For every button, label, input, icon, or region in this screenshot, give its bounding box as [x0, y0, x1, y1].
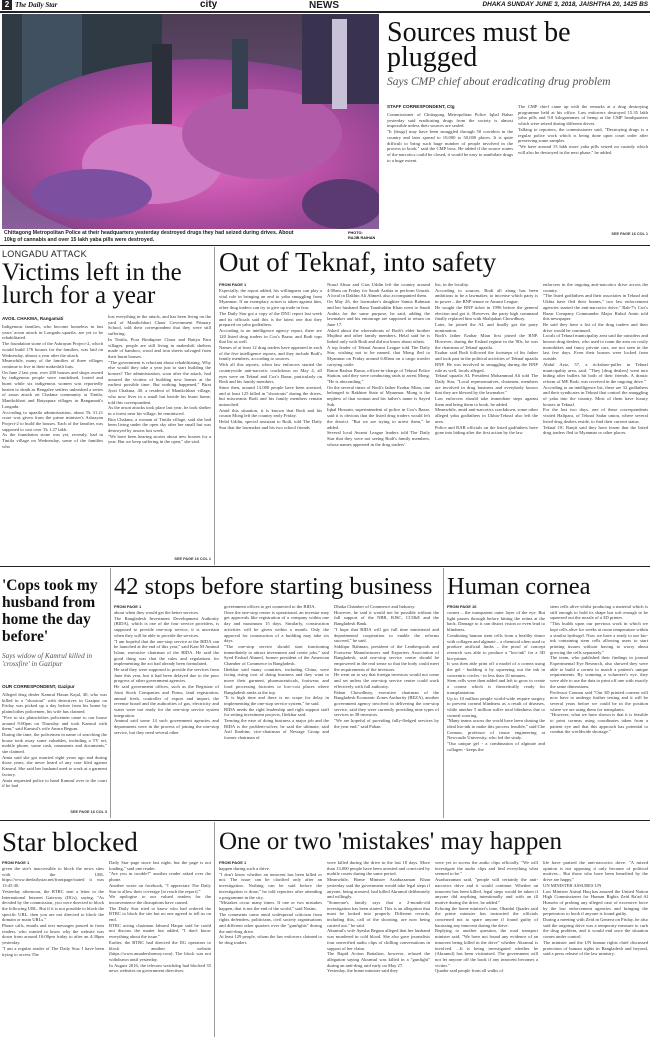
vrule-3: [443, 568, 444, 818]
cornea-col-2: stem cells alive whilst producing a material which is stiff enough to hold its shape but soft enough to be squeezed out the nozzle of a 3D printer. "This builds upon our previous work in which we kept cells alive for weeks at room temperature within a similar hydrogel. Now we have a ready to use bio-ink containing stem cells allowing users to start printing tissues without having to worry about growing the cells separately." The team, who published their findings in journal Experimental Eye Research, also showed they were able to build a cornea to match a patient's unique requirements. By scanning a volunteer's eye, they were able to use the data to print off one with exactly the same dimensions. Professor Connon said "Our 3D printed corneas will now have to undergo further testing and it will be several years before we could be in the position where we are using them for transplants. "However, what we have shown is that it is feasible to print corneas using coordinates taken from a patient eye and that this approach has potential to combat the worldwide shortage.": [550, 604, 648, 735]
mistakes-col-3: were yet to access the audio clips officially. "We will investigate the audio clips and find everything what seemed to be." Asaduzzaman said, "people will certainly the anti-narcotics drive and it would continue. Whether an innocent has been killed, legal steps would be taken if anyone did anything intentionally and with an ill motive during the drive, he added." Echoing the home minister's tone, Obaidul Quader said the prime minister has instructed the officials concerned not to spare anyone if found guilty of harassing any innocent during the drive. Replying to another question, the road transport minister said, "We have not found any evidence of an innocent being killed in the drive" whether Akramul is involved. ...It is being investigated whether he (Akramul) has been victimised. The government will not let anyone off the hook if any innocent becomes a victim." Quader said people from all walks of: [435, 860, 538, 974]
section-city: city: [200, 0, 218, 10]
photo-caption: Chittagong Metropolitan Police at their headquarters yesterday destroyed drugs they had seized during drives. About 10kg of cannabis and over 15 lakh yaba pills were destroyed.: [4, 230, 294, 243]
sources-continued: SEE PAGE 16 COL 1: [611, 232, 648, 236]
startups-col-1: about when they would get the better services. The Bangladesh Investment Development Authority (BIDA), which is one of the four service providers, is supposed to provide one-stop service, it is uncertain when they will be able to provide the services. "I am hopeful that the one-stop service at the BIDA can be launched at the end of this year," said Kazi M Aminul Islam, executive chairman of the BIDA. He said the good thing was that the rules and regulations for implementing the act had already been formulated. He said they were supposed to provide the services from June this year, but it had been delayed due to the poor progress of other government agencies. He said government offices, such as the Registrar of Joint Stock Companies and Firms, land registration, annual fresh, controller of export and import, the revenue board and the authorities of gas, electricity and water were not ready for the one-stop service system integration. Aminul said some 14 such government agencies and departments were in the process of joining the one-stop service, but they need several other: [114, 610, 219, 735]
cops-col-1: Alleged drug dealer Kamrul Hasan Kajal, 40, who was killed in a "shootout" with detectives in Gazipur on Friday was picked up a day before from his home by plainclothes policemen, his wife has claimed. "Five to six plainclothes policemen came to our house around 9:00pm on Thursday and took Kamrul with them," said Kamrul's wife Amrra Begum. During the time, the policemen in name of searching the house took away some valuables, including a TV set, mobile phone, some cash, ornaments and documents," she claimed. Amia said she got married eight years ago and during those years, she never heard of any case filed against Kamrul. She said her husband used to work at a garment factory. Amia requested police to hand Kamrul over to the court if he had: [2, 692, 107, 789]
cops-byline: OUR CORRESPONDENT, Gazipur: [2, 684, 75, 689]
startups-col-3: Dhaka Chamber of Commerce and Industry. However, he said it would not be possible without the full support of the NBR, RJSC, CCI&E and the Bangladesh Bank. "I hope that BIDA will get full time ministerial and departmental cooperation to enable the reforms succeed," he said. Siddiqur Rahman, president of the Leathergoods and Footwear Manufacturers and Exporters Association of Bangladesh, said one-stop service centre should be empowered in the real sense so that the body could meet the requirements of the investors. He went on to say that foreign investors would not come and set unless the one-stop service centre could work effectively with full authority. Paban Chowdhury, executive chairman of the Bangladesh Economic Zones Authority (BEZA), another government agency involved in delivering the one-stop service, said they were currently providing nine types of services in 38 investors. "We are hopeful of providing fully-fledged services by the year end," said Paban.: [334, 604, 439, 729]
longadu-headline: Victims left in the lurch for a year: [2, 259, 182, 309]
vrule-4: [214, 822, 215, 1037]
sources-deck: Says CMP chief about eradicating drug problem: [387, 76, 611, 88]
rule-3: [0, 820, 650, 821]
mistakes-from-page: FROM PAGE 1: [219, 860, 247, 865]
teknaf-col-3: list, in the locality. According to sources, Bodi all along has been ambitious to be a lawmaker, to increase which party is in power – the BNP tenure or Awami League. He sought the BNP ticket in 1996 before the general election and got it. However, the party high command finally replaced him with Shahjahan Chowdhury. Later, he joined the AL and finally got the party nomination. Bodi's father Ezahar Mian first joined the BNP. However, during the Ershad regime in the '80s, he was the chairman of Teknaf upazila. Ezahar said Bodi followed the footsteps of his father and took part in the political activities of Teknaf upazila BNP. He was involved in smuggling during the BNP rule as well, locals alleged. Teknaf upazila AL President Mohammad Ali told The Daily Star, "Local representatives, chairmen, members are involved in drug business and everybody knows that they are blessed by the lawmaker." Law enforcers should take immediate steps against them and bring them to book, he added. Meanwhile, amid anti-narcotics crackdown, some other alleged yaba godfathers in Ukhia-Teknaf also left the area. Police and RAB officials on the listed godfathers have gone into hiding after the first action by the law: [435, 282, 538, 436]
sources-col-1: Commissioner of Chittagong Metropolitan Police Iqbal Bahar yesterday said eradicating drugs from the society is almost impossible unless their sources are sealed. "It [drugs] may have been smuggled through 50 corridors in the country and later spread to 10,000 to 50,000 places. It is quite difficult to bring such huge number of people involved in the process to book," said the CMP boss. He added if the source routes of the narcotics could be closed, it would be easy to annihilate drugs to a huge extent.: [387, 112, 513, 163]
cornea-headline: Human cornea: [447, 573, 591, 600]
teknaf-col-4: enforcers in the ongoing anti-narcotics drive across the country. "The listed godfathers and their associates in Teknaf and Ukhia have fled their homes," two law enforcement agencies started the anti-narcotics drive," Rab-7's Cox's Bazar Company Commander Major Ruhul Amin told this newspaper. Be said they have a list of the drug traders and their drive would be continued. Locals of Teknaf municipality area said the outsiders and known drug dealers, who used to roam the area on costly motorbikes and fancy private cars, are not seen in the last few days. Even their houses were locked from outside. Abdul Aziz, 57, a rickshaw-puller in Teknaf municipality area, said, "They [drug dealers] went into hiding after bullets hit both of their friends. A drastic reform of ME Bodi, was received in the ongoing drive." According to an intelligence list, there are 32 godfathers and their syndicates in Teknaf that control the smuggling of yaba into the country. Most of them have luxury houses in Teknaf. For the last two days, one of these correspondents visited Halipara, of Teknaf Sadar union, where several listed drug dealers reside, to find their current status. Teknaf OC Ranjit said they have learnt that the listed drug traders fled to Myanmar or other places.: [543, 282, 648, 436]
cops-deck: Says widow of Kamrul killed in 'crossfire' in Gazipur: [2, 652, 93, 669]
sources-headline: Sources must be plugged: [387, 17, 571, 73]
drug-destruction-photo: [2, 14, 379, 229]
longadu-byline: AVOIL CHAKMA, Rangamati: [2, 316, 64, 321]
masthead: [0, 0, 650, 10]
vrule-2: [110, 568, 111, 818]
mistakes-col-4: life have praised the anti-narcotics drive. "A mixed opinion is not opposing it only because of political motives... But those who have been benefited by the drive are happy." UN MINISTER ASSURES UN Law Minister Anisul Huq has assured the United Nation High Commissioner for Human Rights Zeid Ra'ad Al Hussein of probing any alleged case of excessive force by the law enforcement agencies and bringing the perpetrators to book if anyone is found guilty. During a meeting with Zeid in Geneva on Friday, he also said the ongoing drive was a temporary measure to curb the drug problem, and it would end once the situation comes under control. The minister and the UN human rights chief discussed protection of human rights in Bangladesh and beyond, said a press release of the law ministry.: [543, 860, 648, 957]
rule-2: [0, 566, 650, 567]
paper-name: The Daily Star: [15, 1, 58, 9]
longadu-col-2: lost everything in the attack, and has been living on the yard of Manikchhari Chaor Government Primary School, told their correspondent that they were still suffering. In Tintila, Pora Bindupore Chaor and Battya Para villages, people are still living in makeshift shelters made of bamboo, wood and iron sheets salvaged from their burnt houses. "The government is reluctant about rehabilitating. Why else would they take a year just to start building the houses? The administration, soon after the attack, had assured the victims of building new homes at the earliest possible time. But nothing happened," Birat Jyoti Chakma, 40, a resident of Manikchhari village, who now lives in a small hut beside his burnt home, told this correspondent. As the arson attacks took place last year, he took shelter in a forest near his village, he reminisced. Rita Chakma, a woman of Tintila village, said she had been living under the open sky after her small hut was destroyed by arsons last week. "We have been hearing stories about new houses for a year. But we keep suffering in the open," she said.: [108, 314, 211, 445]
sources-col-2: The CMP chief came up with the remarks at a drug destroying programme held at his office. Law enforcers destroyed 15.35 lakh yaba pills and 9.8 kilogrammes of hemp at the CMP headquarters which were seized during different drives. Talking to reporters, the commissioner said, "Destroying drugs is a regular police work which is being done upon court order after preserving some samples. "We have around 15 lakh more yaba pills seized on custody which will also be destroyed in the next phase," he added.: [518, 104, 648, 155]
star-col-1: given the site's inaccessible to block the news sites with the URL https://www.thedailystar.net/frontpage/stated it was 13:45:30. Yesterday afternoon, the BTRC sent a letter to the International Internet Gateway (IIGs), saying, "As decided by the commission, you were directed to block the following URL. But if it is not possible to block the specific URL, then you are not directed to block the domain or main URLs." Phone calls, emails and text messages poured in from readers, who wanted to know why the website was down from around 10:00pm friday to after an 4:30pm yesterday. "I am a regular reader of The Daily Star. I have been trying to access The: [2, 866, 104, 957]
cornea-from-page: FROM PAGE 16: [447, 604, 477, 609]
section-news: NEWS: [309, 0, 339, 11]
cornea-col-1: cornea – the transparent outer layer of the eye. But light passes through before hitting the retina at the back. Damage to it can distort vision or even lead to blindness. Combining human stem cells from a healthy donor with collagen and alginate – a chemical often used to produce artificial limbs – the proof of concept research was able to produce a "bio-ink" for a 3D bio-printer. It was then able print off a model of a cornea using the gel - building it by squeezing out the ink in concentric circles - in less than 10 minutes. Stem cells were then added and left to grow to create a cornea which is theoretically ready for transplantation. Up to 10 million people world-wide require surgery to prevent corneal blindness as a result of diseases, while another 5 million suffer total blindness due to corneal scarring. "Many teams across the world have been chasing the ideal bio-ink to make this process feasible," said Che Connon, professor of tissue engineering at Newcastle University, who led the study. "Our unique gel - a combination of alginate and collagen - keeps the: [447, 610, 545, 752]
mistakes-headline: One or two 'mistakes' may happen: [219, 828, 562, 855]
sources-byline: STAFF CORRESPONDENT, Ctg: [387, 104, 455, 109]
cops-continued: SEE PAGE 16 COL 3: [70, 810, 107, 814]
mistakes-col-2: were killed during the drive in the last 18 days. More than 13,000 people have been arrested and convicted by mobile courts during the same period. Meanwhile, Home Minister Asaduzzaman Khan yesterday said the government would take legal steps if anyone, being arrested, had killed Akramul deliberately and willingly. "Someone's family says that a 2-month-old investigation has been started. This is an allegation that must be looked into properly. Different records, including this, call of the shooting, are now being carried out," he said. Akramul's wife Ayesha Begum alleged that her husband was murdered in cold blood. She also gave journalists four unverified audio clips of chilling conversations in support of her claim. The Rapid Action Battalion, however, refused the allegation saying Akramul was killed in a "gunfight" during an anti-drug raid early on May 27. Yesterday, the home minister said they: [327, 860, 430, 974]
cops-headline: 'Cops took my husband from home the day before': [2, 577, 98, 645]
teknaf-col-1: Especially, the report added, his willingness can play a vital role in bringing an end to yaba smuggling from Myanmar. If an exemplary action is taken against him, other drug traders can try to give up trade in fear. The Daily Star got a copy of the DNC report last week and its officials said this is the latest one that they prepared on yaba godfathers. According to an intelligence agency report, there are 120 listed drug traders in Cox's Bazar, and Bodi tops that list as well. Names of at least 12 drug traders have appeared in each of the five intelligence reports, and they include Bodi's family members, according to sources. With all this reports, when law enforcers started the countrywide anti-narcotic crackdown on May 4, all eyes were on Teknaf and Cox's Bazar, particularly on Bodi and his family members. Since then, around 13,000 people have been arrested, and at least 125 killed in "shootouts" during the drives, but miscreants Bodi and his family members remain untouched. Amid this situation, it is known that Bodi and his cousin Mong left the country early Friday. Helal Uddin, special assistant to Bodi, told The Daily Star that the lawmaker and his two school friends: [219, 288, 322, 430]
startups-from-page: FROM PAGE 1: [114, 604, 142, 609]
startups-headline: 42 stops before starting business: [114, 573, 433, 600]
longadu-kicker: LONGADU ATTACK: [2, 249, 87, 259]
news-photo: [2, 14, 379, 229]
dateline: DHAKA SUNDAY JUNE 3, 2018, JAISHTHA 20, 1425 BS: [482, 1, 648, 8]
longadu-col-1: Indigenous families, who become homeless in last years' arson attack in Longadu upazila, are yet to be rehabilitated. The foundation stone of the Ashrayan Project-2, which would build 176 houses for the families, was laid on Wednesday, almost a year after the attack. Meanwhile, many of the families of three villages continue to live in their makeshift huts. On June 2 last year, over 200 houses and shops owned by indigenous people were vandalised, looted and burnt while six indigenous women was reportedly beaten to death as Bengalee settlers unleashed a series of arson attack on Chakma community at Tintila, Manikchhari and Batyapara villages in Rangamati's Longadu. According to upazila administration, about Tk 31.21 crore was given from the prime minister's Ashrayan Project-2 to build the houses. Each of the families was supposed to cost over Tk 1.27 lakh. As the foundation stone was yet, recently, had in Tintila village on Wednesday, some of the families who: [2, 324, 103, 449]
teknaf-headline: Out of Teknaf, into safety: [219, 247, 497, 277]
page-number: 2: [2, 0, 12, 10]
rule-1: [0, 245, 650, 246]
masthead-rule: [0, 11, 650, 13]
longadu-continued: SEE PAGE 16 COL 1: [174, 557, 211, 561]
startups-col-2: government offices to get connected to the BIDA. Once the one-stop centre is operational, an investor may get approvals like registration of a company within one day and maximum 15 days. Similarly, construction activities will be given within a month. Only the approval for construction of a building may take six days. "The one-stop service should start functioning immediately to attract investment and create jobs," said Syed Ershad Ahmed, former president of the American Chamber of Commerce in Bangladesh. Iftekhar said many countries, including China, were facing rising cost of doing business and they want to move their garment, pharmaceuticals, footwear, and food processing factories to low-cost places where Bangladesh ranks at the top. "It is high time and there is no scope for delay in implementing the one-stop service system," he said. BIDA needs the right leadership and right support staff for setting investment projects, Iftekhar said. Terming the ease of doing business a major job and the BIDA is the problem-solver, he said the ultimate, said Asif Ibrahim, vice-chairman of Newage Group and former chairman of: [224, 604, 329, 741]
star-col-2: Daily Star page since last night, but the page is not loading," said one reader. "Are you in trouble?" another reader asked over the phone. Another wrote on facebook, "I appreciate The Daily Star to allow their coverage [to reach the report]." We apologise to our valued readers for the inconvenience the disruptions have caused. The Daily Star tried to know who had ordered the BTRC to block the site but no one agreed to tell us on end. BTRC acting chairman Jahurul Haque said he could not discuss the matter but added, "I don't know everything about the issue." Earlier, the BTRC had directed the IIG operators to block another website (https://www.amadershomoy.com). The block was not withdrawn until yesterday. In August 2016, the telecom watchdog had blocked 35 news websites on government directives.: [109, 860, 211, 974]
teknaf-from-page: FROM PAGE 1: [219, 282, 247, 287]
mistakes-col-1: happen during such a drive. "I don't know whether an innocent has been killed or not. The issue can be clarified only after an investigation. Nothing can be said before the investigation is done," he told reporters after attending a programme in the city. "Mistakes occur many times. If one or two mistakes happen, that is not the end of the world," said Nasim. The comments came amid widespread criticism from rights defenders, politicians, civil society organisations and different other quarters over the "gunfights" during the anti-drug drive. At least 129 people, whom the law enforcers claimed to be drug traders: [219, 866, 322, 946]
star-from-page: FROM PAGE 1: [2, 860, 30, 865]
teknaf-col-2: Nurul Absar and Gias Uddin left the country around 4:00am on Friday for Saudi Arabia to perform Umrah. A local in Dakhin Ali Ahmed, also accompanied them. On May 26, the lawmaker's daughter Samia Rahman and her husband Rana Tanuhiddin Khan went to Saudi Arabia for the same purpose, he said, adding the lawmaker and his entourage are supposed to return on June 17. Asked about the whereabouts of Bodi's elder brother Mujibur and other family members, Helal said he is linked only with Bodi and did not know about others. A top leader of Teknaf Awami League told The Daily Star, wishing not to be named, that Mong fled to Myanmar on Friday around 6:00am on a cargo trawler carrying cattle. Raton Rashur Barua, officer-in-charge of Teknaf Police Station, said they were conducting raids to arrest Mong. "He is absconding." On the several times of Bodi's father Ezahar Mian, one belonged to Rakhine State of Myanmar. Mong is the nephew of that woman and his father's name is Sayed Sub. Iqbal Hossain, superintendent of police in Cox's Bazar, said it is obvious that the listed drug traders would left the district. "But we are trying to arrest them," he added. Several local Awami League leaders told The Daily Star that they were not seeing Bodi's family members, whose names appeared in the drug traders': [327, 282, 430, 447]
photo-credit: PHOTO: RAJIB RAIHAN: [348, 231, 376, 240]
vrule-1: [214, 247, 215, 565]
star-headline: Star blocked: [2, 827, 138, 857]
